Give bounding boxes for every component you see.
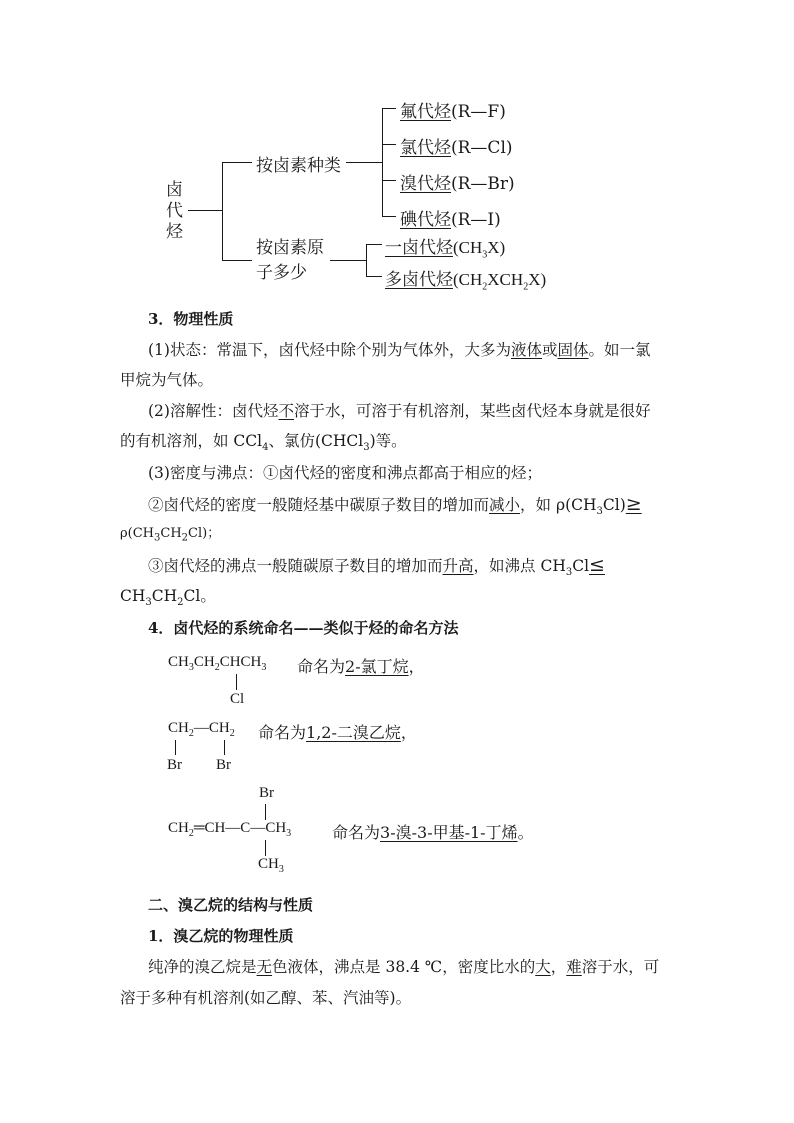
tree-line	[382, 180, 396, 181]
part-heading: 二、溴乙烷的结构与性质	[148, 896, 314, 914]
branch-label-line: 子多少	[256, 263, 307, 283]
item-name: 氟代烃	[400, 102, 451, 122]
tree-line	[382, 108, 383, 216]
substituent-cl: Cl	[230, 691, 245, 707]
structural-formula: $CH_3CH_2CHCH_3$	[168, 654, 267, 673]
substituent-br: Br	[167, 757, 182, 773]
bond-line	[265, 840, 266, 856]
answer-blank: ≤	[589, 554, 605, 576]
naming-text: 命名为1,2-二溴乙烷，	[258, 723, 417, 742]
tree-item-fluoro	[400, 97, 506, 122]
tree-item-mono-halo	[385, 233, 505, 260]
tree-line	[330, 260, 366, 261]
root-char: 烃	[166, 222, 183, 242]
answer-blank: 无	[256, 958, 273, 976]
tree-line	[382, 108, 396, 109]
item-formula: (R—F)	[451, 102, 506, 122]
item-name: 溴代烃	[400, 174, 451, 194]
paragraph-density: ②卤代烃的密度一般随烃基中碳原子数目的增加而减小，如 $\rho(CH_3Cl)\ge$	[148, 493, 642, 518]
branch-label-line: 按卤素原	[256, 238, 324, 258]
substituent-ch3: $CH_3$	[258, 856, 284, 875]
naming-text: 命名为3-溴-3-甲基-1-丁烯。	[332, 823, 534, 842]
tree-line	[366, 276, 382, 277]
paragraph-boiling: ③卤代烃的沸点一般随碳原子数目的增加而升高，如沸点 $CH_3Cl\le$	[148, 554, 605, 579]
root-char: 代	[166, 201, 183, 221]
answer-blank: 大	[535, 958, 551, 976]
answer-blank: 升高	[442, 557, 474, 575]
answer-blank: ≥	[625, 493, 642, 515]
answer-blank: 液体	[510, 341, 542, 359]
root-char: 卤	[166, 180, 183, 200]
paragraph-density-cont: $\rho(CH_3CH_2Cl)$；	[120, 526, 221, 544]
section-heading: 4．卤代烃的系统命名——类似于烃的命名方法	[148, 619, 459, 637]
paragraph-boiling-cont: $CH_3CH_2Cl$。	[120, 587, 216, 609]
substituent-br: Br	[216, 757, 231, 773]
structural-formula: $CH_2—CH_2$	[168, 720, 235, 739]
paragraph-solubility-cont: 的有机溶剂，如 CCl$_4$、氯仿(CHCl$_3$)等。	[120, 432, 407, 454]
answer-blank: 2-氯丁烷	[345, 657, 409, 676]
bond-line	[224, 740, 225, 755]
paragraph-state: (1)状态：常温下，卤代烃中除个别为气体外，大多为液体或固体。如一氯	[148, 341, 651, 359]
paragraph-density-bp: (3)密度与沸点：①卤代烃的密度和沸点都高于相应的烃；	[148, 464, 542, 482]
tree-item-iodo	[400, 205, 501, 230]
tree-line	[366, 244, 382, 245]
answer-blank: 1,2-二溴乙烷	[306, 723, 401, 742]
item-formula: (R—I)	[451, 210, 501, 230]
paragraph-bromoethane: 纯净的溴乙烷是无色液体，沸点是 38.4 ℃，密度比水的大，难溶于水，可	[148, 958, 660, 976]
branch-by-halogen-type: 按卤素种类	[256, 156, 341, 176]
bond-line	[175, 740, 176, 755]
bond-line	[236, 674, 237, 690]
tree-line	[366, 244, 367, 276]
item-name: 多卤代烃	[385, 270, 453, 290]
item-formula: (R—Br)	[451, 174, 515, 194]
item-name: 一卤代烃	[385, 238, 453, 258]
item-formula: $(CH_3X)$	[453, 238, 506, 261]
item-name: 氯代烃	[400, 138, 451, 158]
answer-blank: 难	[566, 958, 582, 976]
answer-blank: 固体	[557, 341, 589, 359]
tree-item-bromo	[400, 169, 515, 194]
tree-line	[222, 162, 223, 260]
item-name: 碘代烃	[400, 210, 451, 230]
structural-formula: $CH_2═CH—C—CH_3$	[168, 820, 292, 839]
bond-line	[265, 804, 266, 820]
tree-line	[188, 210, 222, 211]
tree-item-poly-halo	[385, 265, 546, 292]
section-heading: 1．溴乙烷的物理性质	[148, 927, 294, 945]
tree-root	[166, 180, 183, 243]
tree-line	[222, 162, 252, 163]
section-heading: 3．物理性质	[148, 310, 234, 328]
answer-blank: 3-溴-3-甲基-1-丁烯	[380, 823, 518, 842]
branch-by-halogen-count	[256, 236, 324, 286]
item-formula: $(CH_2XCH_2X)$	[453, 270, 547, 293]
tree-line	[382, 216, 396, 217]
tree-line	[222, 260, 252, 261]
substituent-br: Br	[259, 785, 274, 801]
paragraph-state-cont: 甲烷为气体。	[120, 371, 214, 389]
tree-line	[346, 162, 382, 163]
answer-blank: 不	[278, 402, 294, 420]
paragraph-solubility: (2)溶解性：卤代烃不溶于水，可溶于有机溶剂，某些卤代烃本身就是很好	[148, 402, 651, 420]
item-formula: (R—Cl)	[451, 138, 513, 158]
naming-text: 命名为2-氯丁烷，	[297, 657, 425, 676]
tree-line	[382, 144, 396, 145]
answer-blank: 减小	[489, 496, 521, 514]
tree-item-chloro	[400, 133, 513, 158]
paragraph-bromoethane-cont: 溶于多种有机溶剂(如乙醇、苯、汽油等)。	[120, 989, 412, 1007]
